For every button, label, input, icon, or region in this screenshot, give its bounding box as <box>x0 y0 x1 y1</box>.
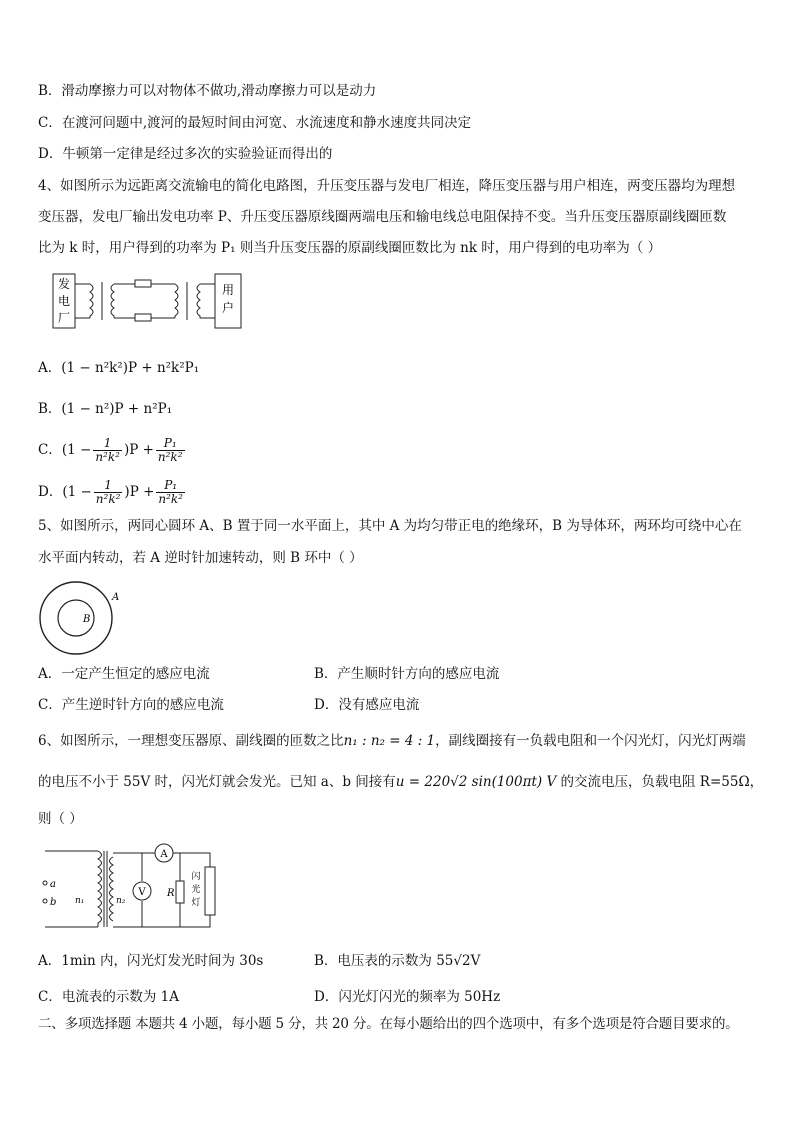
q4-stem-line1: 4、如图所示为远距离交流输电的简化电路图，升压变压器与发电厂相连，降压变压器与用户相连，两变压器均为理想 <box>38 178 736 194</box>
q6-formula: u = 220√2 sin(100πt) V <box>395 774 557 790</box>
q6-lamp-char2: 光 <box>191 885 201 895</box>
q5-option-d: D．没有感应电流 <box>314 697 420 713</box>
q6-stem-line1: 6、如图所示，一理想变压器原、副线圈的匝数之比n₁ : n₂ = 4 : 1，副线圈接有一负载电阻和一个闪光灯，闪光灯两端 <box>38 733 746 749</box>
q4-box-right-char1: 用 <box>221 283 235 297</box>
q4-stem-line3: 比为 k 时，用户得到的功率为 P₁ 则当升压变压器的原副线圈匝数比为 nk 时，用户得到的电功率为（ ） <box>38 240 662 256</box>
q4-option-c-fraction1: $\frac{1}{\text{n²k²}}$ <box>95 436 120 464</box>
q6-ratio: n₁ : n₂ = 4 : 1 <box>343 733 436 749</box>
q6-resistor-label: R <box>167 888 175 899</box>
q5-option-c: C．产生逆时针方向的感应电流 <box>38 697 224 713</box>
q4-option-d-label: D． <box>38 484 63 500</box>
q6-stem-line2: 的电压不小于 55V 时，闪光灯就会发光。已知 a、b 间接有u = 220√2 sin(100πt) V 的交流电压，负载电阻 R=55Ω， <box>38 774 764 790</box>
q6-coil-n2: n₂ <box>116 896 126 906</box>
q4-option-d: D．(1 − $\frac{1}{\text{n²k²}}$ )P + $\frac{\text{P₁}}{\text{n²k²}}$ <box>38 478 183 506</box>
q4-option-b: B．(1 − n²)P + n²P₁ <box>38 401 173 417</box>
q6-coil-n1: n₁ <box>75 896 85 906</box>
q5-ring-diagram <box>36 578 136 658</box>
q4-option-d-fraction1: $\frac{1}{\text{n²k²}}$ <box>95 478 121 506</box>
q4-option-c-label: C． <box>38 442 62 458</box>
q4-box-left-char2: 电 <box>57 294 71 308</box>
q6-lamp-char1: 闪 <box>191 872 201 882</box>
q6-voltmeter-label: V <box>138 887 146 898</box>
q4-box-right-char2: 户 <box>221 301 235 315</box>
q4-option-a: A．(1 − n²k²)P + n²k²P₁ <box>38 360 200 376</box>
q4-stem-line2: 变压器，发电厂输出发电功率 P、升压变压器原线圈两端电压和输电线总电阻保持不变。当升压变压器原副线圈匝数 <box>38 209 727 225</box>
q6-option-c: C．电流表的示数为 1A <box>38 989 179 1005</box>
q4-circuit-diagram <box>50 270 250 332</box>
q4-option-c: C．(1 − $\frac{1}{\text{n²k²}}$ )P + $\frac{\text{P₁}}{\text{n²k²}}$ <box>38 436 183 464</box>
prev-option-b: B．滑动摩擦力可以对物体不做功,滑动摩擦力可以是动力 <box>38 83 377 99</box>
q6-lamp-char3: 灯 <box>191 898 201 908</box>
q6-circuit-diagram <box>40 843 230 935</box>
q6-terminal-a: a <box>50 879 56 890</box>
q6-option-b: B．电压表的示数为 55√2V <box>314 953 481 969</box>
q4-option-d-fraction2: $\frac{\text{P₁}}{\text{n²k²}}$ <box>158 478 183 506</box>
q4-box-left-char1: 发 <box>57 277 71 291</box>
q6-option-d: D．闪光灯闪光的频率为 50Hz <box>314 989 501 1005</box>
q5-stem-line2: 水平面内转动，若 A 逆时针加速转动，则 B 环中（ ） <box>38 550 363 566</box>
q4-option-c-fraction2: $\frac{\text{P₁}}{\text{n²k²}}$ <box>157 436 183 464</box>
prev-option-d: D．牛顿第一定律是经过多次的实验验证而得出的 <box>38 146 333 162</box>
q5-option-a: A．一定产生恒定的感应电流 <box>38 666 210 682</box>
q6-terminal-b: b <box>50 897 57 908</box>
q4-box-left-char3: 厂 <box>57 311 71 325</box>
q5-ring-label-a: A <box>112 592 120 603</box>
section-2-heading: 二、多项选择题 本题共 4 小题，每小题 5 分，共 20 分。在每小题给出的四个选项中，有多个选项是符合题目要求的。 <box>38 1016 739 1032</box>
q5-ring-label-b: B <box>83 614 91 625</box>
q6-stem-line3: 则（ ） <box>38 811 83 827</box>
q6-ammeter-label: A <box>160 849 168 860</box>
q5-stem-line1: 5、如图所示，两同心圆环 A、B 置于同一水平面上，其中 A 为均匀带正电的绝缘环，B 为导体环，两环均可绕中心在 <box>38 518 742 534</box>
q6-option-a: A．1min 内，闪光灯发光时间为 30s <box>38 953 264 969</box>
q5-option-b: B．产生顺时针方向的感应电流 <box>314 666 500 682</box>
prev-option-c: C．在渡河问题中,渡河的最短时间由河宽、水流速度和静水速度共同决定 <box>38 115 472 131</box>
